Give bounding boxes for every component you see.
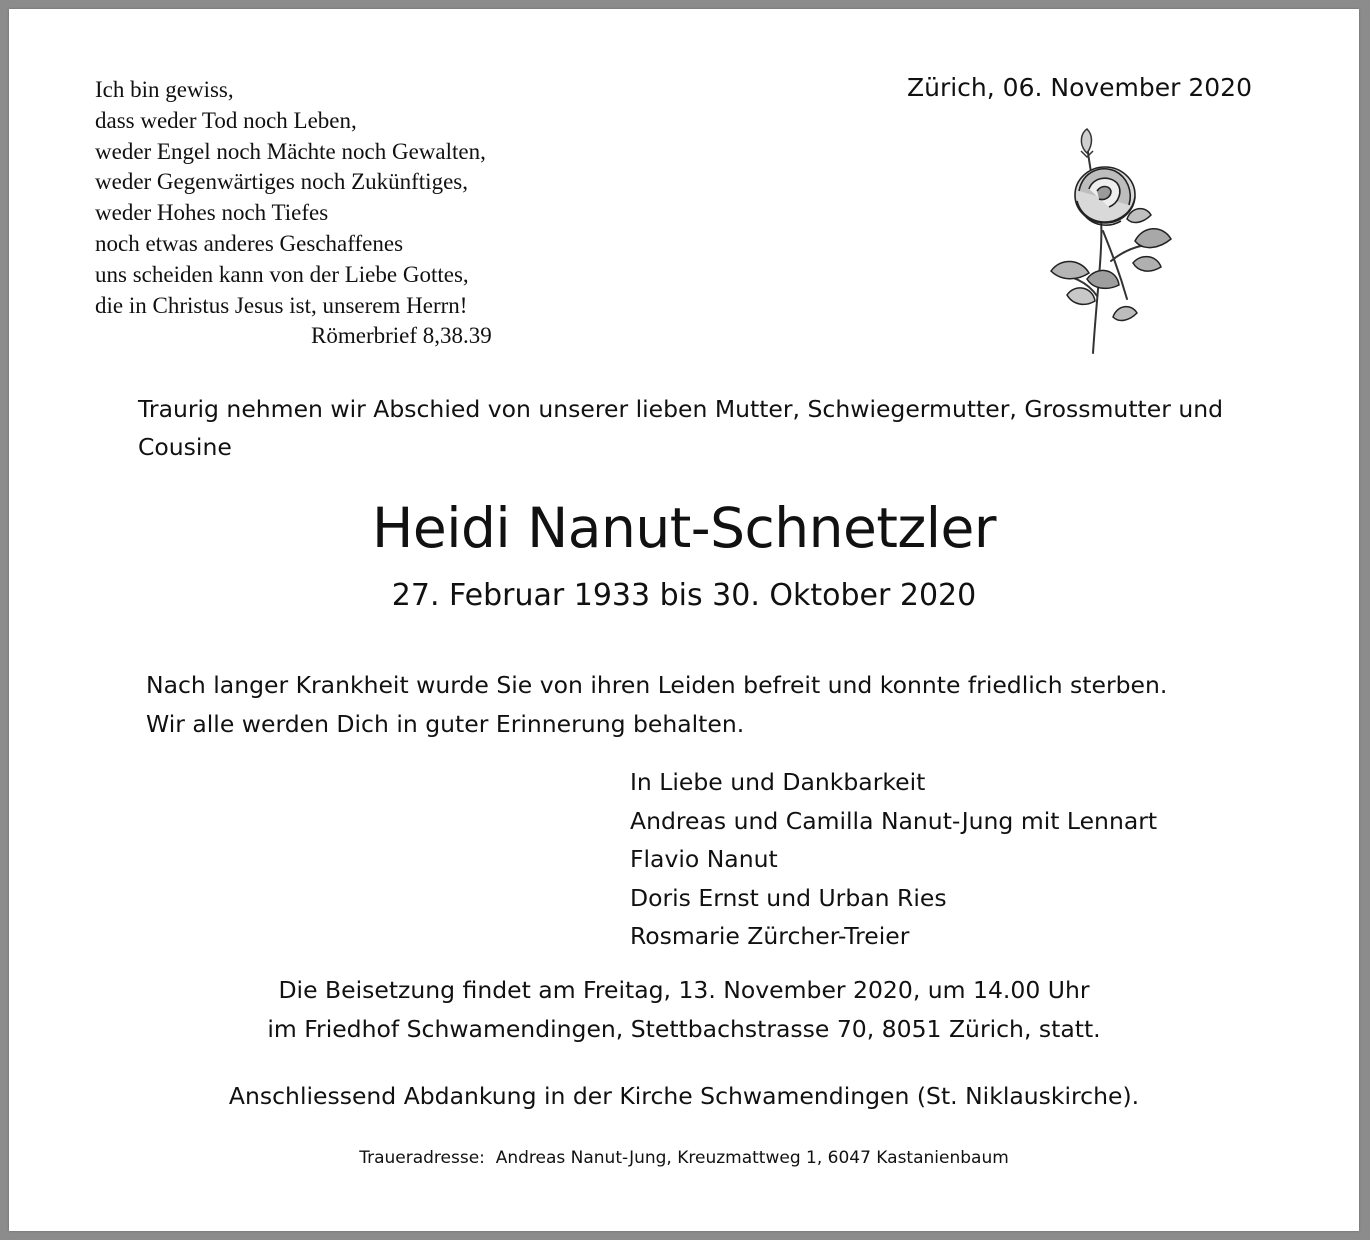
verse-reference: Römerbrief 8,38.39 [311,323,492,349]
verse-line: die in Christus Jesus ist, unserem Herrn! [95,292,468,318]
life-dates: 27. Februar 1933 bis 30. Oktober 2020 [391,578,977,613]
memorial-service-info: Anschliessend Abdankung in der Kirche Schwamendingen (St. Niklauskirche). [228,1082,1140,1110]
verse-line: dass weder Tod noch Leben, [95,107,357,133]
verse-line: weder Hohes noch Tiefes [95,200,329,226]
burial-info [9,971,1359,1049]
message-line: Nach langer Krankheit wurde Sie von ihren Leiden befreit und konnte friedlich sterben. [146,671,1168,699]
burial-line: Die Beisetzung findet am Freitag, 13. November 2020, um 14.00 Uhr [278,976,1090,1004]
obituary-page [9,9,1359,1231]
verse-line: Ich bin gewiss, [95,77,234,102]
farewell-message [146,666,1326,744]
signer-line: Flavio Nanut [630,845,778,873]
verse-line: weder Engel noch Mächte noch Gewalten, [95,138,486,164]
message-line: Wir alle werden Dich in guter Erinnerung behalten. [146,710,745,738]
verse-line: noch etwas anderes Geschaffenes [95,230,404,256]
signer-line: Doris Ernst und Urban Ries [630,883,947,912]
verse-line: weder Gegenwärtiges noch Zukünftiges, [95,169,468,195]
signer-line: Andreas und Camilla Nanut-Jung mit Lennart [630,806,1158,835]
rose-icon [1031,121,1181,357]
signers-list [630,763,1330,956]
mourning-address: Traueradresse: Andreas Nanut-Jung, Kreuzmattweg 1, 6047 Kastanienbaum [359,1148,1009,1168]
signer-line: Rosmarie Zürcher-Treier [630,922,910,950]
signer-line: In Liebe und Dankbarkeit [630,768,926,796]
place-date: Zürich, 06. November 2020 [906,73,1252,102]
bible-verse [95,75,595,352]
intro-text: Traurig nehmen wir Abschied von unserer lieben Mutter, Schwiegermutter, Grossmutter und Cousine [138,395,1224,461]
verse-line: uns scheiden kann von der Liebe Gottes, [95,261,469,287]
deceased-name: Heidi Nanut-Schnetzler [372,496,996,560]
burial-line: im Friedhof Schwamendingen, Stettbachstrasse 70, 8051 Zürich, statt. [267,1015,1101,1043]
